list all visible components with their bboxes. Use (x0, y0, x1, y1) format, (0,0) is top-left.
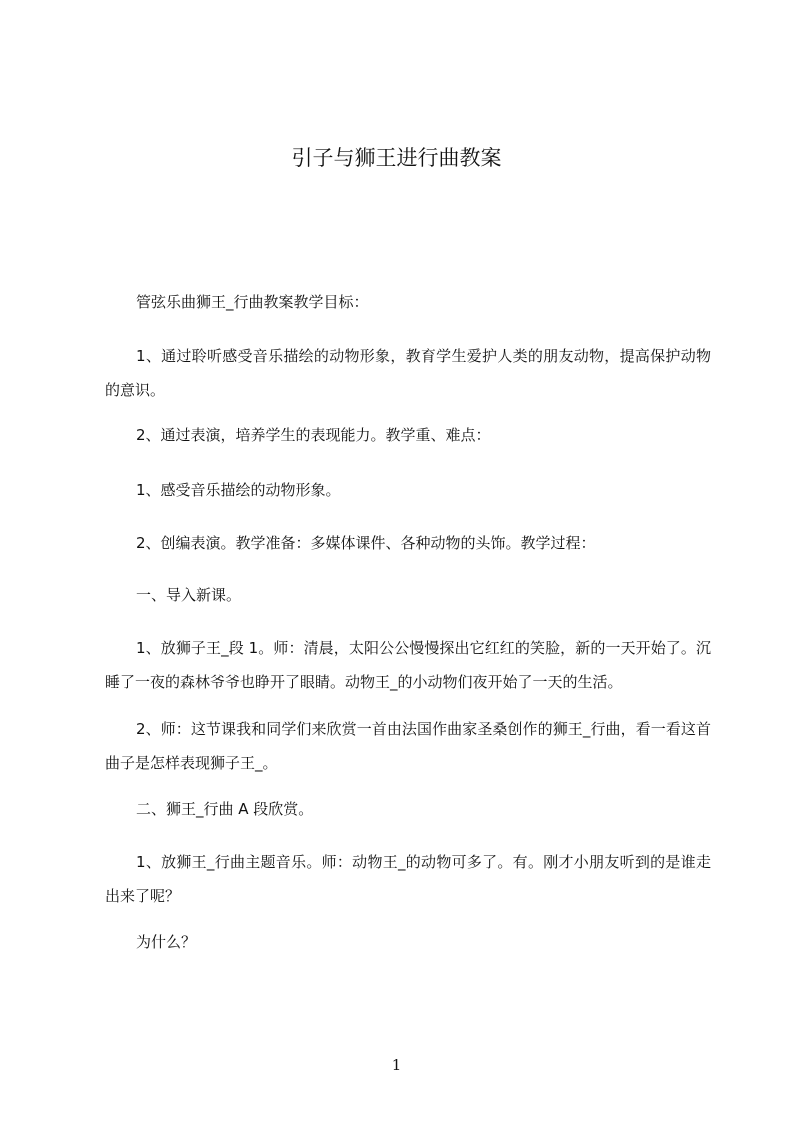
page-title: 引子与狮王进行曲教案 (291, 146, 502, 170)
paragraph-teaching-goals: 管弦乐曲狮王_行曲教案教学目标： (136, 293, 369, 311)
section-heading-a-part: 二、狮王_行曲 A 段欣赏。 (136, 800, 314, 818)
paragraph-intro-2: 2、师：这节课我和同学们来欣赏一首由法国作曲家圣桑创作的狮王_行曲，看一看这首曲子是怎样表现狮子王_。 (105, 720, 711, 772)
paragraph-key-point-2: 2、创编表演。教学准备：多媒体课件、各种动物的头饰。教学过程： (136, 534, 596, 552)
paragraph-a-part-1: 1、放狮王_行曲主题音乐。师：动物王_的动物可多了。有。刚才小朋友听到的是谁走出来了呢？ (105, 853, 711, 905)
paragraph-intro-1: 1、放狮子王_段 1。师：清晨，太阳公公慢慢探出它红红的笑脸，新的一天开始了。沉睡了一夜的森林爷爷也睁开了眼睛。动物王_的小动物们夜开始了一天的生活。 (105, 639, 711, 691)
section-heading-intro: 一、导入新课。 (136, 586, 242, 604)
paragraph-goal-1: 1、通过聆听感受音乐描绘的动物形象，教育学生爱护人类的朋友动物，提高保护动物的意识。 (105, 347, 711, 399)
paragraph-key-point-1: 1、感受音乐描绘的动物形象。 (136, 481, 341, 499)
paragraph-goal-2: 2、通过表演，培养学生的表现能力。教学重、难点： (136, 426, 491, 444)
page-number: 1 (391, 1056, 402, 1074)
paragraph-why: 为什么？ (136, 933, 197, 951)
